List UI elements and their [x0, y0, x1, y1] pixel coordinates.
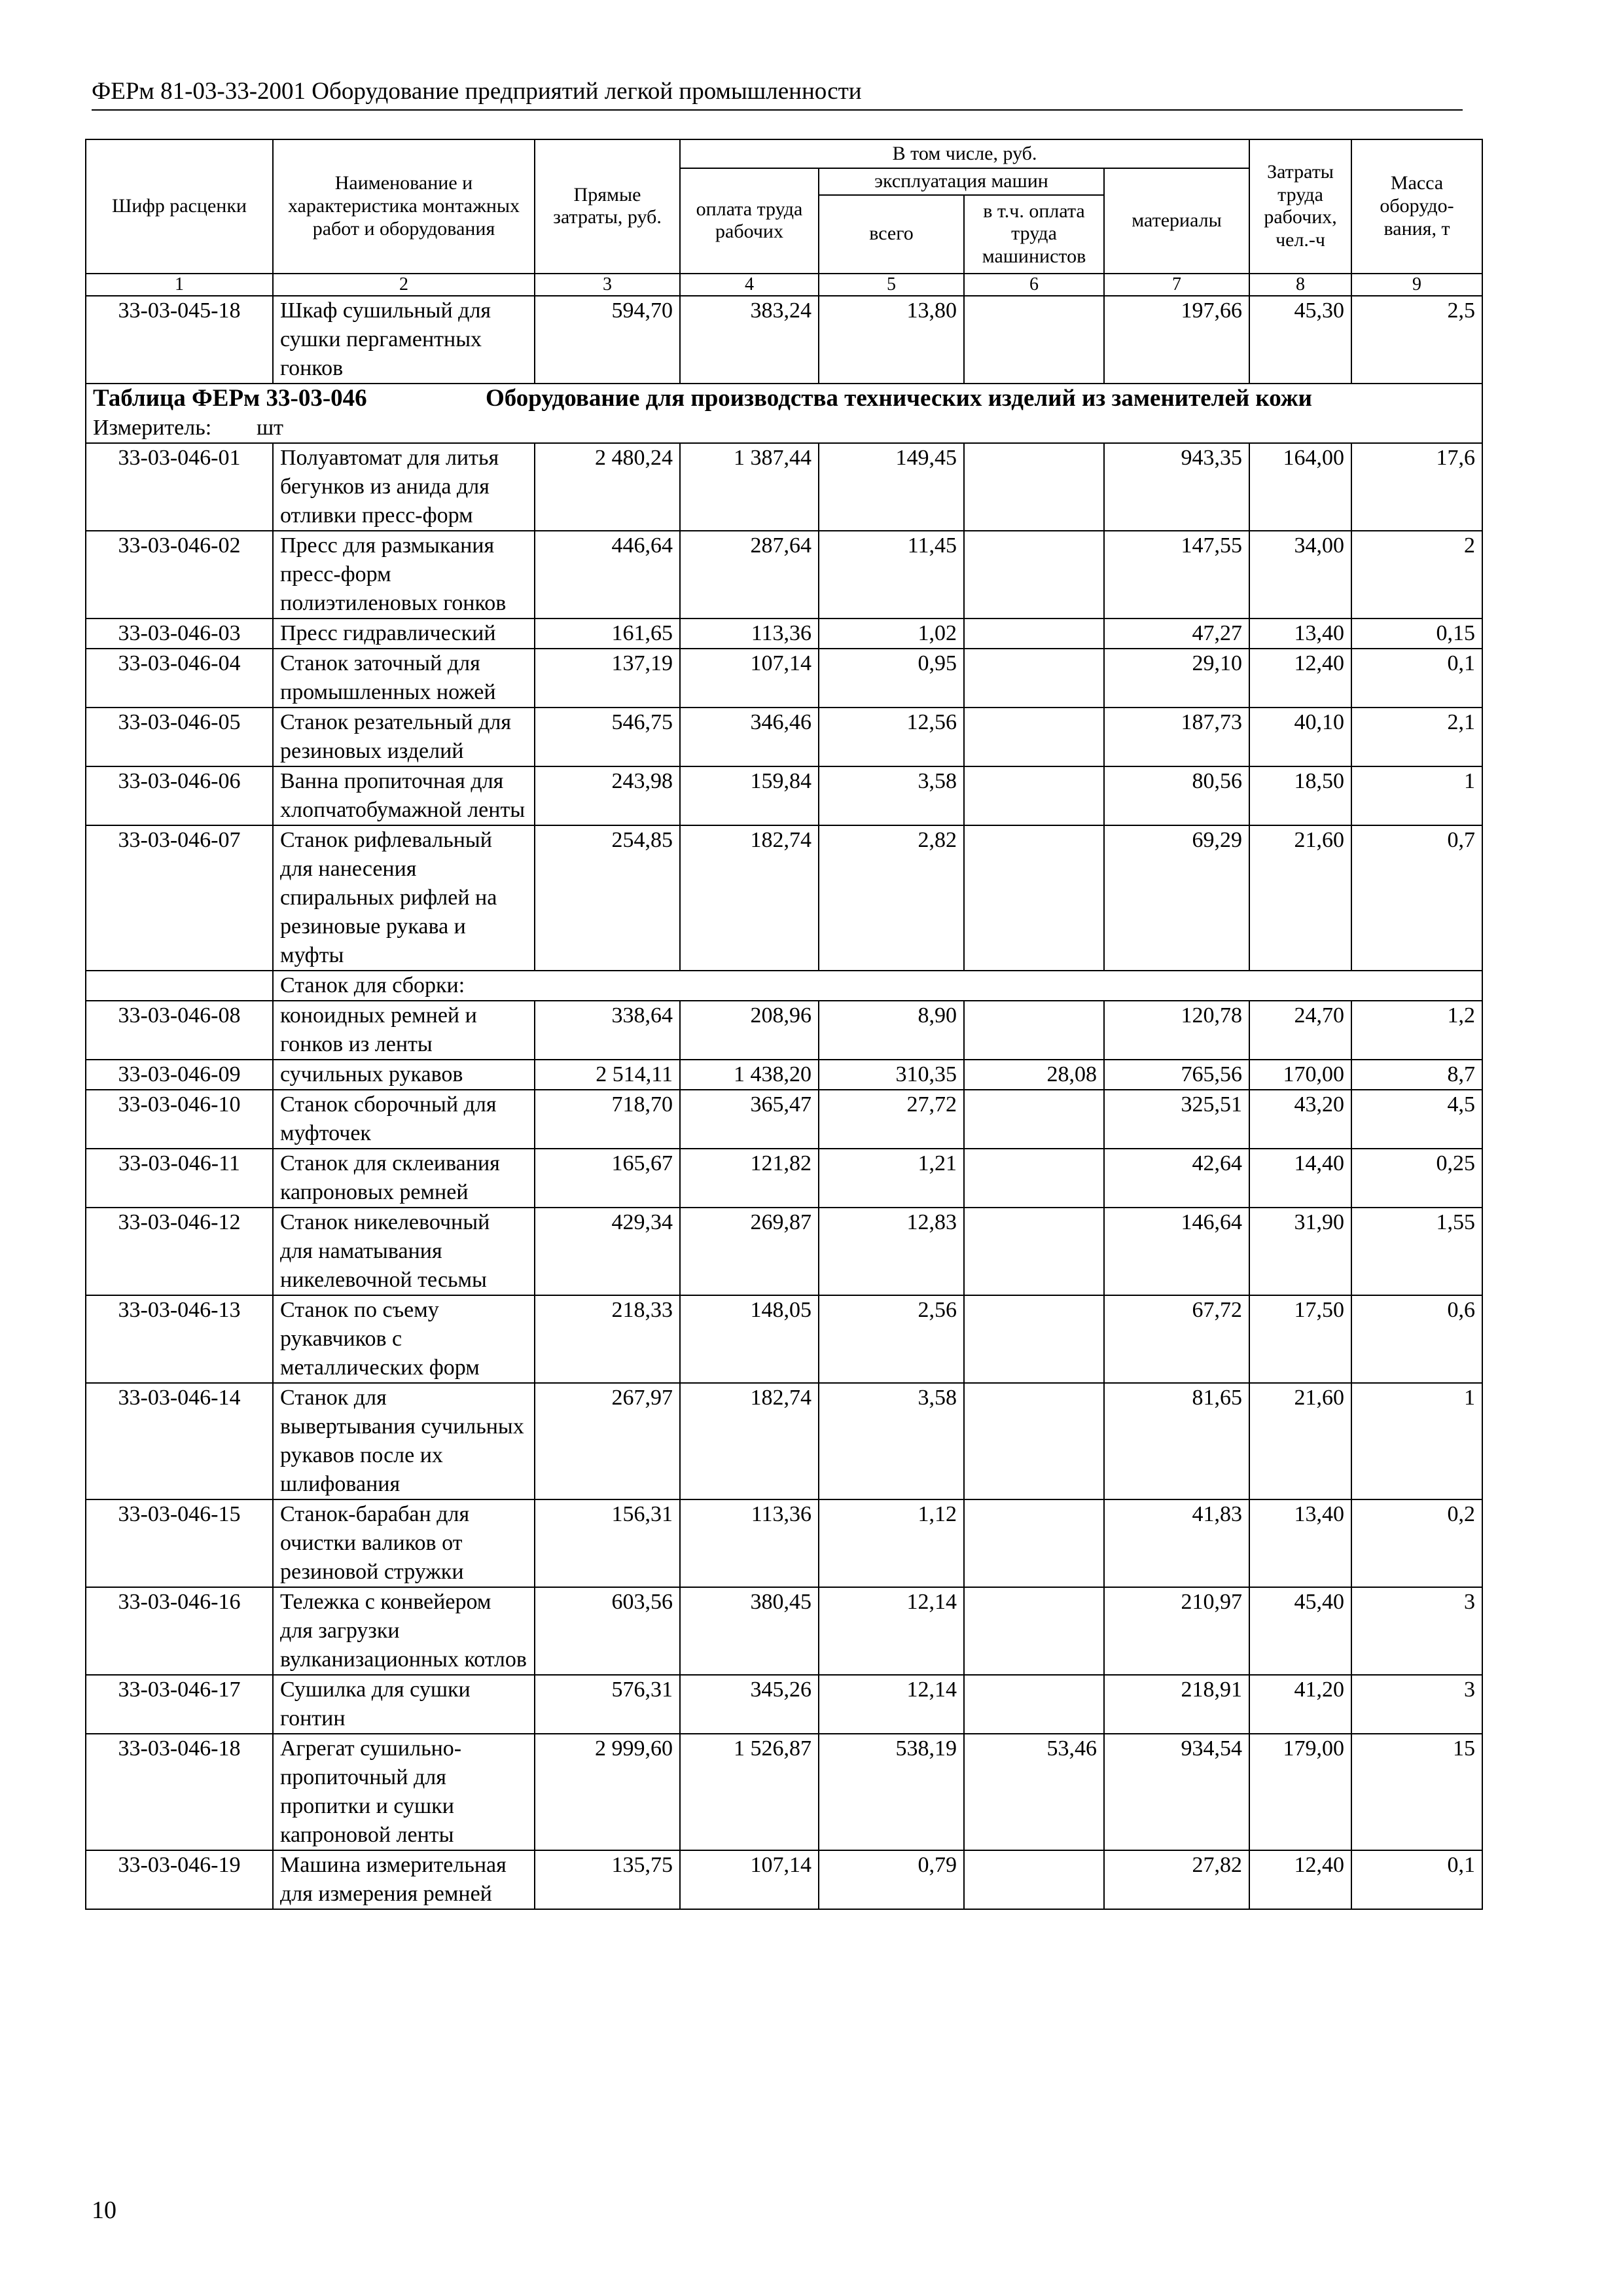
cell-direct: 429,34	[535, 1208, 680, 1295]
cell-materials: 27,82	[1104, 1850, 1249, 1909]
cell-machinist-pay: 53,46	[964, 1734, 1104, 1850]
cell-name: коноидных ремней и гонков из ленты	[273, 1001, 535, 1060]
col-header-machine-total: всего	[819, 195, 964, 274]
cell-labor-pay: 121,82	[680, 1149, 819, 1208]
table-row	[86, 1734, 1482, 1850]
cell-labor: 18,50	[1249, 766, 1351, 825]
cell-labor-pay: 113,36	[680, 619, 819, 649]
table-row	[86, 649, 1482, 708]
cell-code: 33-03-046-10	[86, 1090, 273, 1149]
table-subtitle: Оборудование для производства технических изделий из заменителей кожи	[486, 384, 1312, 412]
cell-code: 33-03-046-02	[86, 531, 273, 619]
cell-name: Станок-барабан для очистки валиков от резиновой стружки	[273, 1499, 535, 1587]
table-row	[86, 1060, 1482, 1090]
table-title-cell	[86, 384, 1482, 414]
cell-name: Станок по съему рукавчиков с металлических форм	[273, 1295, 535, 1383]
cell-machine-total: 13,80	[819, 296, 964, 384]
cell-name: Полуавтомат для литья бегунков из анида для отливки пресс-форм	[273, 443, 535, 531]
col-header-machine-op: эксплуатация машин	[819, 168, 1104, 195]
cell-name: Станок никелевочный для наматывания никелевочной тесьмы	[273, 1208, 535, 1295]
cell-labor: 12,40	[1249, 649, 1351, 708]
col-header-machinist-pay: в т.ч. оплата труда машинистов	[964, 195, 1104, 274]
rates-table	[85, 139, 1483, 1910]
cell-mass: 8,7	[1351, 1060, 1482, 1090]
cell-labor: 24,70	[1249, 1001, 1351, 1060]
cell-mass: 4,5	[1351, 1090, 1482, 1149]
table-row	[86, 1587, 1482, 1675]
col-number: 1	[86, 274, 273, 296]
cell-labor-pay: 346,46	[680, 708, 819, 766]
cell-materials: 29,10	[1104, 649, 1249, 708]
cell-machine-total: 1,21	[819, 1149, 964, 1208]
cell-labor-pay: 269,87	[680, 1208, 819, 1295]
table-title: Таблица ФЕРм 33-03-046	[93, 384, 367, 412]
cell-mass: 0,1	[1351, 649, 1482, 708]
cell-machine-total: 1,02	[819, 619, 964, 649]
cell-materials: 210,97	[1104, 1587, 1249, 1675]
cell-name: Машина измерительная для измерения ремней	[273, 1850, 535, 1909]
cell-machinist-pay	[964, 1090, 1104, 1149]
cell-labor: 45,40	[1249, 1587, 1351, 1675]
cell-code: 33-03-046-16	[86, 1587, 273, 1675]
cell-direct: 2 999,60	[535, 1734, 680, 1850]
cell-code: 33-03-046-09	[86, 1060, 273, 1090]
col-number: 2	[273, 274, 535, 296]
cell-labor-pay: 107,14	[680, 1850, 819, 1909]
col-header-labor: Затраты труда рабочих, чел.-ч	[1249, 139, 1351, 274]
cell-name: Шкаф сушильный для сушки пергаментных гонков	[273, 296, 535, 384]
cell-labor: 13,40	[1249, 1499, 1351, 1587]
cell-labor: 21,60	[1249, 1383, 1351, 1499]
cell-machine-total: 27,72	[819, 1090, 964, 1149]
cell-name: Агрегат сушильно-пропиточный для пропитки и сушки капроновой ленты	[273, 1734, 535, 1850]
table-head	[86, 139, 1482, 296]
cell-machine-total: 12,14	[819, 1587, 964, 1675]
cell-direct: 165,67	[535, 1149, 680, 1208]
cell-direct: 243,98	[535, 766, 680, 825]
cell-machine-total: 8,90	[819, 1001, 964, 1060]
cell-machinist-pay	[964, 825, 1104, 971]
cell-code: 33-03-046-13	[86, 1295, 273, 1383]
cell-machinist-pay	[964, 1208, 1104, 1295]
cell-machine-total: 3,58	[819, 766, 964, 825]
col-header-including: В том числе, руб.	[680, 139, 1249, 168]
cell-labor-pay: 182,74	[680, 1383, 819, 1499]
cell-machine-total: 149,45	[819, 443, 964, 531]
cell-mass: 0,15	[1351, 619, 1482, 649]
table-row	[86, 1295, 1482, 1383]
cell-mass: 1	[1351, 1383, 1482, 1499]
cell-machinist-pay	[964, 1149, 1104, 1208]
col-number-row	[86, 274, 1482, 296]
cell-materials: 41,83	[1104, 1499, 1249, 1587]
cell-direct: 137,19	[535, 649, 680, 708]
cell-machinist-pay	[964, 1499, 1104, 1587]
cell-mass: 0,1	[1351, 1850, 1482, 1909]
cell-labor-pay: 380,45	[680, 1587, 819, 1675]
cell-labor: 31,90	[1249, 1208, 1351, 1295]
cell-direct: 135,75	[535, 1850, 680, 1909]
cell-labor: 41,20	[1249, 1675, 1351, 1734]
cell-machinist-pay	[964, 1675, 1104, 1734]
cell-mass: 0,25	[1351, 1149, 1482, 1208]
col-number: 9	[1351, 274, 1482, 296]
cell-labor-pay: 287,64	[680, 531, 819, 619]
table-body-c	[86, 1090, 1482, 1909]
cell-mass: 1,55	[1351, 1208, 1482, 1295]
table-row	[86, 1383, 1482, 1499]
table-row	[86, 1001, 1482, 1060]
table-body-b	[86, 1001, 1482, 1090]
cell-code: 33-03-046-19	[86, 1850, 273, 1909]
cell-machine-total: 0,95	[819, 649, 964, 708]
cell-labor-pay: 345,26	[680, 1675, 819, 1734]
col-header-name: Наименование и характеристика монтажных работ и оборудования	[273, 139, 535, 274]
cell-name: Станок резательный для резиновых изделий	[273, 708, 535, 766]
cell-name: сучильных рукавов	[273, 1060, 535, 1090]
col-header-labor-pay: оплата труда рабочих	[680, 168, 819, 274]
cell-code: 33-03-045-18	[86, 296, 273, 384]
cell-machinist-pay	[964, 1587, 1104, 1675]
cell-labor-pay: 1 438,20	[680, 1060, 819, 1090]
cell-code: 33-03-046-12	[86, 1208, 273, 1295]
cell-machine-total: 2,56	[819, 1295, 964, 1383]
cell-direct: 254,85	[535, 825, 680, 971]
cell-labor-pay: 383,24	[680, 296, 819, 384]
cell-mass: 1,2	[1351, 1001, 1482, 1060]
cell-machine-total: 11,45	[819, 531, 964, 619]
cell-labor: 14,40	[1249, 1149, 1351, 1208]
table-row	[86, 1675, 1482, 1734]
table-row	[86, 766, 1482, 825]
cell-direct: 338,64	[535, 1001, 680, 1060]
cell-direct: 2 514,11	[535, 1060, 680, 1090]
cell-mass: 0,6	[1351, 1295, 1482, 1383]
cell-materials: 147,55	[1104, 531, 1249, 619]
cell-code: 33-03-046-11	[86, 1149, 273, 1208]
cell-materials: 80,56	[1104, 766, 1249, 825]
cell-materials: 120,78	[1104, 1001, 1249, 1060]
cell-code: 33-03-046-04	[86, 649, 273, 708]
cell-machinist-pay	[964, 296, 1104, 384]
col-header-mass: Масса оборудо-вания, т	[1351, 139, 1482, 274]
cell-labor-pay: 1 526,87	[680, 1734, 819, 1850]
table-row	[86, 1850, 1482, 1909]
cell-mass: 2,5	[1351, 296, 1482, 384]
group-empty-cell	[86, 971, 273, 1001]
cell-machinist-pay: 28,08	[964, 1060, 1104, 1090]
group-header	[86, 971, 1482, 1001]
cell-labor-pay: 1 387,44	[680, 443, 819, 531]
cell-direct: 218,33	[535, 1295, 680, 1383]
cell-labor-pay: 107,14	[680, 649, 819, 708]
cell-direct: 446,64	[535, 531, 680, 619]
cell-direct: 161,65	[535, 619, 680, 649]
col-number: 4	[680, 274, 819, 296]
cell-labor: 43,20	[1249, 1090, 1351, 1149]
cell-machinist-pay	[964, 708, 1104, 766]
table-row	[86, 296, 1482, 384]
cell-name: Станок сборочный для муфточек	[273, 1090, 535, 1149]
cell-name: Пресс для размыкания пресс-форм полиэтиленовых гонков	[273, 531, 535, 619]
cell-machine-total: 0,79	[819, 1850, 964, 1909]
cell-mass: 1	[1351, 766, 1482, 825]
cell-machinist-pay	[964, 619, 1104, 649]
cell-direct: 546,75	[535, 708, 680, 766]
cell-name: Сушилка для сушки гонтин	[273, 1675, 535, 1734]
cell-mass: 15	[1351, 1734, 1482, 1850]
unit-value: шт	[257, 415, 284, 440]
cell-labor: 12,40	[1249, 1850, 1351, 1909]
cell-materials: 218,91	[1104, 1675, 1249, 1734]
cell-machinist-pay	[964, 443, 1104, 531]
cell-machinist-pay	[964, 531, 1104, 619]
cell-name: Станок заточный для промышленных ножей	[273, 649, 535, 708]
cell-direct: 156,31	[535, 1499, 680, 1587]
cell-materials: 187,73	[1104, 708, 1249, 766]
cell-machinist-pay	[964, 766, 1104, 825]
cell-direct: 2 480,24	[535, 443, 680, 531]
cell-labor-pay: 208,96	[680, 1001, 819, 1060]
cell-code: 33-03-046-03	[86, 619, 273, 649]
cell-machinist-pay	[964, 1001, 1104, 1060]
unit-cell	[86, 414, 1482, 443]
col-number: 6	[964, 274, 1104, 296]
cell-code: 33-03-046-17	[86, 1675, 273, 1734]
cell-machine-total: 3,58	[819, 1383, 964, 1499]
cell-labor: 21,60	[1249, 825, 1351, 971]
cell-mass: 0,7	[1351, 825, 1482, 971]
cell-materials: 325,51	[1104, 1090, 1249, 1149]
cell-machine-total: 12,83	[819, 1208, 964, 1295]
cell-materials: 197,66	[1104, 296, 1249, 384]
cell-code: 33-03-046-07	[86, 825, 273, 971]
cell-mass: 3	[1351, 1675, 1482, 1734]
cell-machinist-pay	[964, 1295, 1104, 1383]
unit-label: Измеритель:	[93, 415, 212, 440]
cell-materials: 943,35	[1104, 443, 1249, 531]
col-header-direct: Прямые затраты, руб.	[535, 139, 680, 274]
cell-name: Ванна пропиточная для хлопчатобумажной ленты	[273, 766, 535, 825]
col-number: 8	[1249, 274, 1351, 296]
cell-code: 33-03-046-06	[86, 766, 273, 825]
cell-labor: 13,40	[1249, 619, 1351, 649]
cell-materials: 934,54	[1104, 1734, 1249, 1850]
cell-name: Станок рифлевальный для нанесения спиральных рифлей на резиновые рукава и муфты	[273, 825, 535, 971]
cell-machinist-pay	[964, 1850, 1104, 1909]
cell-direct: 267,97	[535, 1383, 680, 1499]
cell-machine-total: 538,19	[819, 1734, 964, 1850]
cell-labor: 170,00	[1249, 1060, 1351, 1090]
cell-direct: 594,70	[535, 296, 680, 384]
cell-direct: 576,31	[535, 1675, 680, 1734]
cell-code: 33-03-046-01	[86, 443, 273, 531]
cell-code: 33-03-046-15	[86, 1499, 273, 1587]
table-row	[86, 1090, 1482, 1149]
cell-materials: 67,72	[1104, 1295, 1249, 1383]
table-row	[86, 825, 1482, 971]
page-header: ФЕРм 81-03-33-2001 Оборудование предприятий легкой промышленности	[92, 77, 1463, 111]
cell-mass: 0,2	[1351, 1499, 1482, 1587]
cell-machinist-pay	[964, 649, 1104, 708]
table-row	[86, 1499, 1482, 1587]
cell-labor: 164,00	[1249, 443, 1351, 531]
cell-labor: 45,30	[1249, 296, 1351, 384]
cell-direct: 603,56	[535, 1587, 680, 1675]
cell-name: Станок для вывертывания сучильных рукавов после их шлифования	[273, 1383, 535, 1499]
cell-code: 33-03-046-05	[86, 708, 273, 766]
cell-machine-total: 12,56	[819, 708, 964, 766]
cell-labor-pay: 365,47	[680, 1090, 819, 1149]
cell-code: 33-03-046-08	[86, 1001, 273, 1060]
cell-mass: 2,1	[1351, 708, 1482, 766]
cell-labor-pay: 159,84	[680, 766, 819, 825]
cell-labor-pay: 182,74	[680, 825, 819, 971]
table-row	[86, 1149, 1482, 1208]
cell-materials: 69,29	[1104, 825, 1249, 971]
table-row	[86, 708, 1482, 766]
col-header-code: Шифр расценки	[86, 139, 273, 274]
cell-machine-total: 2,82	[819, 825, 964, 971]
cell-machine-total: 1,12	[819, 1499, 964, 1587]
cell-direct: 718,70	[535, 1090, 680, 1149]
cell-labor: 40,10	[1249, 708, 1351, 766]
cell-machinist-pay	[964, 1383, 1104, 1499]
cell-name: Станок для склеивания капроновых ремней	[273, 1149, 535, 1208]
group-label: Станок для сборки:	[273, 971, 1482, 1001]
cell-code: 33-03-046-14	[86, 1383, 273, 1499]
table-row	[86, 531, 1482, 619]
col-number: 5	[819, 274, 964, 296]
cell-mass: 17,6	[1351, 443, 1482, 531]
cell-materials: 81,65	[1104, 1383, 1249, 1499]
table-row	[86, 619, 1482, 649]
table-body-a	[86, 443, 1482, 971]
table-row	[86, 1208, 1482, 1295]
col-number: 3	[535, 274, 680, 296]
table-body-first	[86, 296, 1482, 384]
cell-materials: 765,56	[1104, 1060, 1249, 1090]
cell-mass: 3	[1351, 1587, 1482, 1675]
cell-labor: 34,00	[1249, 531, 1351, 619]
cell-code: 33-03-046-18	[86, 1734, 273, 1850]
cell-materials: 42,64	[1104, 1149, 1249, 1208]
table-section-header	[86, 384, 1482, 443]
cell-name: Тележка с конвейером для загрузки вулканизационных котлов	[273, 1587, 535, 1675]
cell-name: Пресс гидравлический	[273, 619, 535, 649]
cell-materials: 146,64	[1104, 1208, 1249, 1295]
page-number: 10	[92, 2197, 116, 2224]
cell-mass: 2	[1351, 531, 1482, 619]
col-header-materials: материалы	[1104, 168, 1249, 274]
table-row	[86, 443, 1482, 531]
cell-labor-pay: 113,36	[680, 1499, 819, 1587]
cell-machine-total: 12,14	[819, 1675, 964, 1734]
cell-labor: 179,00	[1249, 1734, 1351, 1850]
cell-machine-total: 310,35	[819, 1060, 964, 1090]
cell-labor-pay: 148,05	[680, 1295, 819, 1383]
cell-labor: 17,50	[1249, 1295, 1351, 1383]
cell-materials: 47,27	[1104, 619, 1249, 649]
col-number: 7	[1104, 274, 1249, 296]
